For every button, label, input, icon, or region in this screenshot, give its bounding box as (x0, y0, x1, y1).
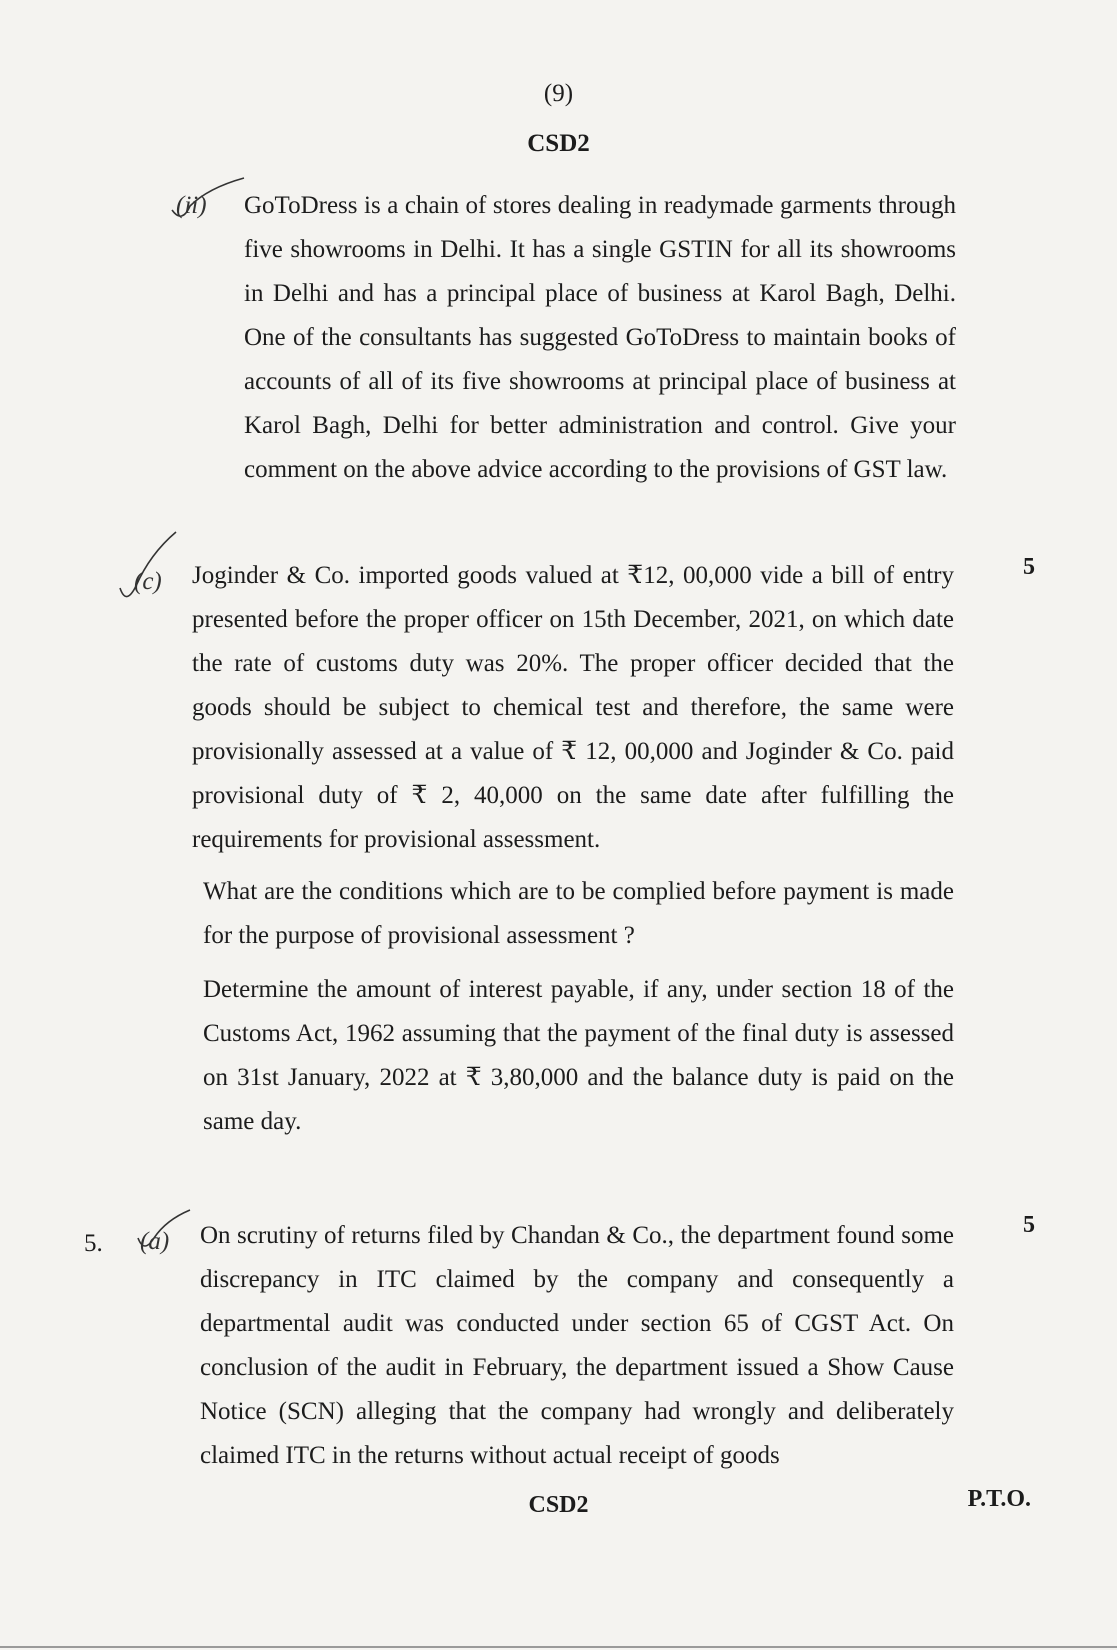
question-5a-marks: 5 (1023, 1212, 1035, 1238)
page-edge-line (0, 1646, 1117, 1648)
question-number-5: 5. (84, 1230, 103, 1257)
page-number: (9) (543, 80, 574, 107)
paper-code-header: CSD2 (527, 130, 590, 157)
question-c-text-3: Determine the amount of interest payable, if any, under section 18 of the Customs Act, 1962 assuming that the payment of the final duty is assessed on 31st January, 2022 at ₹ 3,80,000 and the balance duty is paid on the same day. (203, 976, 954, 1135)
handwritten-tick-icon (116, 530, 186, 610)
paper-code-footer: CSD2 (528, 1492, 589, 1518)
handwritten-tick-icon (134, 1208, 194, 1258)
question-label-c: (c) (134, 568, 162, 595)
handwritten-tick-icon (168, 176, 248, 226)
question-c-text-2: What are the conditions which are to be complied before payment is made for the purpose of provisional assessment ? (203, 878, 954, 949)
pto-label: P.T.O. (967, 1486, 1031, 1512)
question-ii-text: GoToDress is a chain of stores dealing in readymade garments through five showrooms in Delhi. It has a single GSTIN for all its showrooms in Delhi and has a principal place of business at Karol Bagh, Delhi. One of the consultants has suggested GoToDress to maintain books of accounts of all of its five showrooms at principal place of business at Karol Bagh, Delhi for better administration and control. Give your comment on the above advice according to the provisions of GST law. (244, 192, 956, 483)
question-5a-text: On scrutiny of returns filed by Chandan & Co., the department found some discrepancy in ITC claimed by the company and consequently a departmental audit was conducted under section 65 of CGST Act. On conclusion of the audit in February, the department issued a Show Cause Notice (SCN) alleging that the company had wrongly and deliberately claimed ITC in the returns without actual receipt of goods (200, 1222, 954, 1469)
question-c-marks: 5 (1023, 554, 1035, 580)
question-label-ii: (ii) (176, 192, 207, 219)
question-label-5a: (a) (140, 1228, 170, 1255)
question-c-text: Joginder & Co. imported goods valued at ₹12, 00,000 vide a bill of entry presented before the proper officer on 15th December, 2021, on which date the rate of customs duty was 20%. The proper officer decided that the goods should be subject to chemical test and therefore, the same were provisionally assessed at a value of ₹ 12, 00,000 and Joginder & Co. paid provisional duty of ₹ 2, 40,000 on the same date after fulfilling the requirements for provisional assessment. (192, 562, 954, 853)
